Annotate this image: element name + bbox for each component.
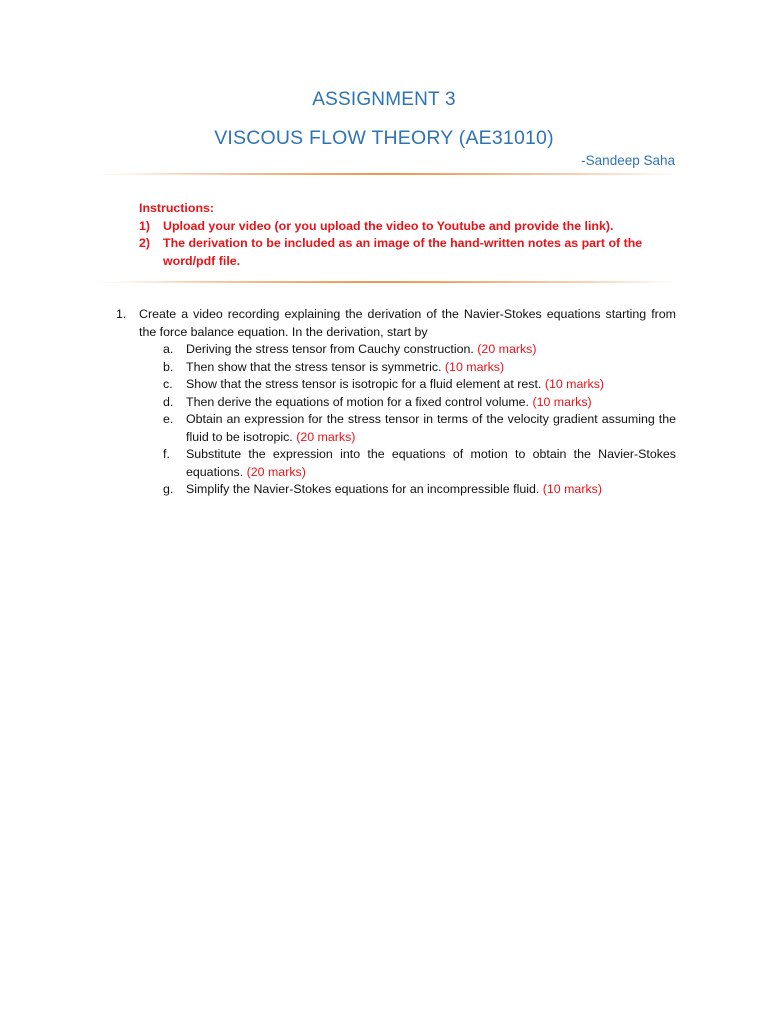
instruction-item	[139, 218, 679, 236]
part-marks: (10 marks)	[542, 482, 602, 496]
question-part	[163, 446, 676, 481]
part-text: Then show that the stress tensor is symmetric.	[186, 359, 445, 374]
part-body	[186, 376, 676, 394]
instruction-number: 1)	[139, 218, 151, 233]
part-marks: (20 marks)	[296, 429, 356, 444]
assignment-title: ASSIGNMENT 3	[312, 89, 456, 110]
instructions-block	[139, 200, 679, 270]
question-part	[163, 411, 676, 446]
author-name: -Sandeep Saha	[581, 153, 675, 168]
instructions-divider	[92, 280, 676, 284]
part-text: Simplify the Navier-Stokes equations for an incompressible fluid.	[186, 482, 543, 496]
part-body	[186, 359, 676, 377]
part-body	[186, 341, 676, 359]
part-letter: a.	[163, 342, 174, 356]
part-marks: (10 marks)	[444, 359, 505, 374]
question-part	[163, 376, 676, 394]
instruction-number: 2)	[139, 236, 151, 250]
part-letter: g.	[163, 482, 174, 496]
question-part	[163, 481, 676, 499]
part-letter: b.	[163, 359, 174, 374]
part-text: Deriving the stress tensor from Cauchy construction.	[186, 342, 478, 356]
course-title: VISCOUS FLOW THEORY (AE31010)	[214, 127, 554, 149]
part-text: Substitute the expression into the equations of motion to obtain the Navier-Stokes equations.	[186, 447, 676, 479]
part-letter: e.	[163, 412, 174, 426]
instruction-item	[139, 235, 679, 270]
question-part	[163, 341, 676, 359]
part-body	[186, 394, 676, 412]
part-marks: (10 marks)	[544, 377, 605, 391]
part-text: Then derive the equations of motion for a fixed control volume.	[186, 394, 533, 409]
part-letter: c.	[163, 377, 173, 391]
question-1	[116, 306, 676, 499]
question-row	[116, 306, 676, 341]
part-body	[186, 446, 676, 481]
question-number: 1.	[116, 307, 127, 321]
question-part	[163, 359, 676, 377]
instruction-text: Upload your video (or you upload the video to Youtube and provide the link).	[163, 218, 614, 233]
part-letter: d.	[163, 394, 174, 409]
question-parts	[163, 341, 676, 499]
part-text: Obtain an expression for the stress tensor in terms of the velocity gradient assuming the fluid to be isotropic.	[186, 412, 676, 444]
part-letter: f.	[163, 447, 170, 461]
part-body	[186, 411, 676, 446]
instructions-heading: Instructions:	[139, 201, 215, 215]
part-marks: (10 marks)	[532, 394, 592, 409]
question-text: Create a video recording explaining the derivation of the Navier-Stokes equations starting from the force balance equation. In the derivation, start by	[139, 307, 676, 339]
header-divider	[92, 172, 676, 176]
part-marks: (20 marks)	[246, 464, 306, 479]
part-marks: (20 marks)	[477, 342, 537, 356]
question-part	[163, 394, 676, 412]
part-body	[186, 481, 676, 499]
instruction-text: The derivation to be included as an image of the hand-written notes as part of the word/pdf file.	[163, 236, 643, 268]
part-text: Show that the stress tensor is isotropic for a fluid element at rest.	[186, 377, 545, 391]
